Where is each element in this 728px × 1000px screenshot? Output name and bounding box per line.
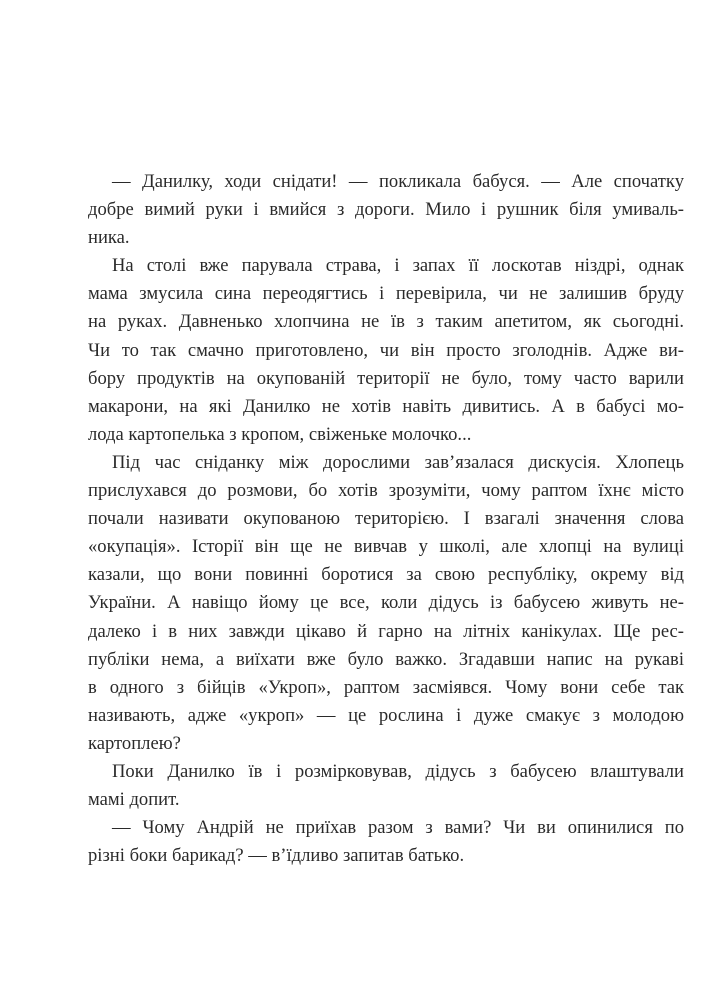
- text-line: далеко і в них завжди цікаво й гарно на літніх канікулах. Ще рес-: [88, 620, 684, 642]
- text-line: лода картопелька з кропом, свіженьке молочко...: [88, 423, 472, 445]
- text-line: Поки Данилко їв і розмірковував, дідусь з бабусею влаштували: [112, 760, 684, 782]
- text-line: На столі вже парувала страва, і запах її лоскотав ніздрі, однак: [112, 255, 684, 277]
- text-line: картоплею?: [88, 732, 181, 754]
- text-line: мамі допит.: [88, 789, 180, 811]
- paragraph: [88, 758, 684, 814]
- text-line: в одного з бійців «Укроп», раптом засміявся. Чому вони себе так: [88, 676, 684, 698]
- text-line: — Данилку, ходи снідати! — покликала бабуся. — Але спочатку: [112, 171, 684, 192]
- paragraph: [88, 168, 684, 252]
- text-line: різні боки барикад? — в’їдливо запитав батько.: [88, 845, 465, 867]
- text-line: макарони, на які Данилко не хотів навіть дивитись. А в бабусі мо-: [88, 395, 684, 417]
- book-page-text: [88, 168, 684, 870]
- text-line: України. А навіщо йому це все, коли дідусь із бабусею живуть не-: [88, 592, 684, 614]
- text-line: називають, адже «укроп» — це рослина і дуже смакує з молодою: [88, 704, 684, 726]
- paragraph: [88, 252, 684, 449]
- text-line: мама змусила сина переодягтись і перевірила, чи не залишив бруду: [88, 283, 684, 305]
- text-line: Чи то так смачно приготовлено, чи він просто зголоднів. Адже ви-: [88, 339, 684, 361]
- text-line: публіки нема, а виїхати вже було важко. Згадавши напис на рукаві: [88, 648, 684, 670]
- text-line: почали називати окупованою територією. І взагалі значення слова: [88, 508, 684, 530]
- text-line: ника.: [88, 227, 130, 249]
- paragraph: [88, 814, 684, 870]
- text-line: добре вимий руки і вмийся з дороги. Мило і рушник біля умиваль-: [88, 199, 684, 221]
- text-line: «окупація». Історії він ще не вивчав у школі, але хлопці на вулиці: [88, 536, 684, 558]
- text-line: казали, що вони повинні боротися за свою республіку, окрему від: [88, 564, 684, 586]
- text-line: — Чому Андрій не приїхав разом з вами? Чи ви опинилися по: [112, 817, 684, 839]
- text-line: на руках. Давненько хлопчина не їв з таким апетитом, як сьогодні.: [88, 311, 684, 333]
- paragraph: [88, 449, 684, 758]
- text-line: прислухався до розмови, бо хотів зрозуміти, чому раптом їхнє місто: [88, 480, 684, 502]
- text-line: бору продуктів на окупованій території не було, тому часто варили: [88, 367, 684, 389]
- text-line: Під час сніданку між дорослими зав’язалася дискусія. Хлопець: [112, 451, 684, 473]
